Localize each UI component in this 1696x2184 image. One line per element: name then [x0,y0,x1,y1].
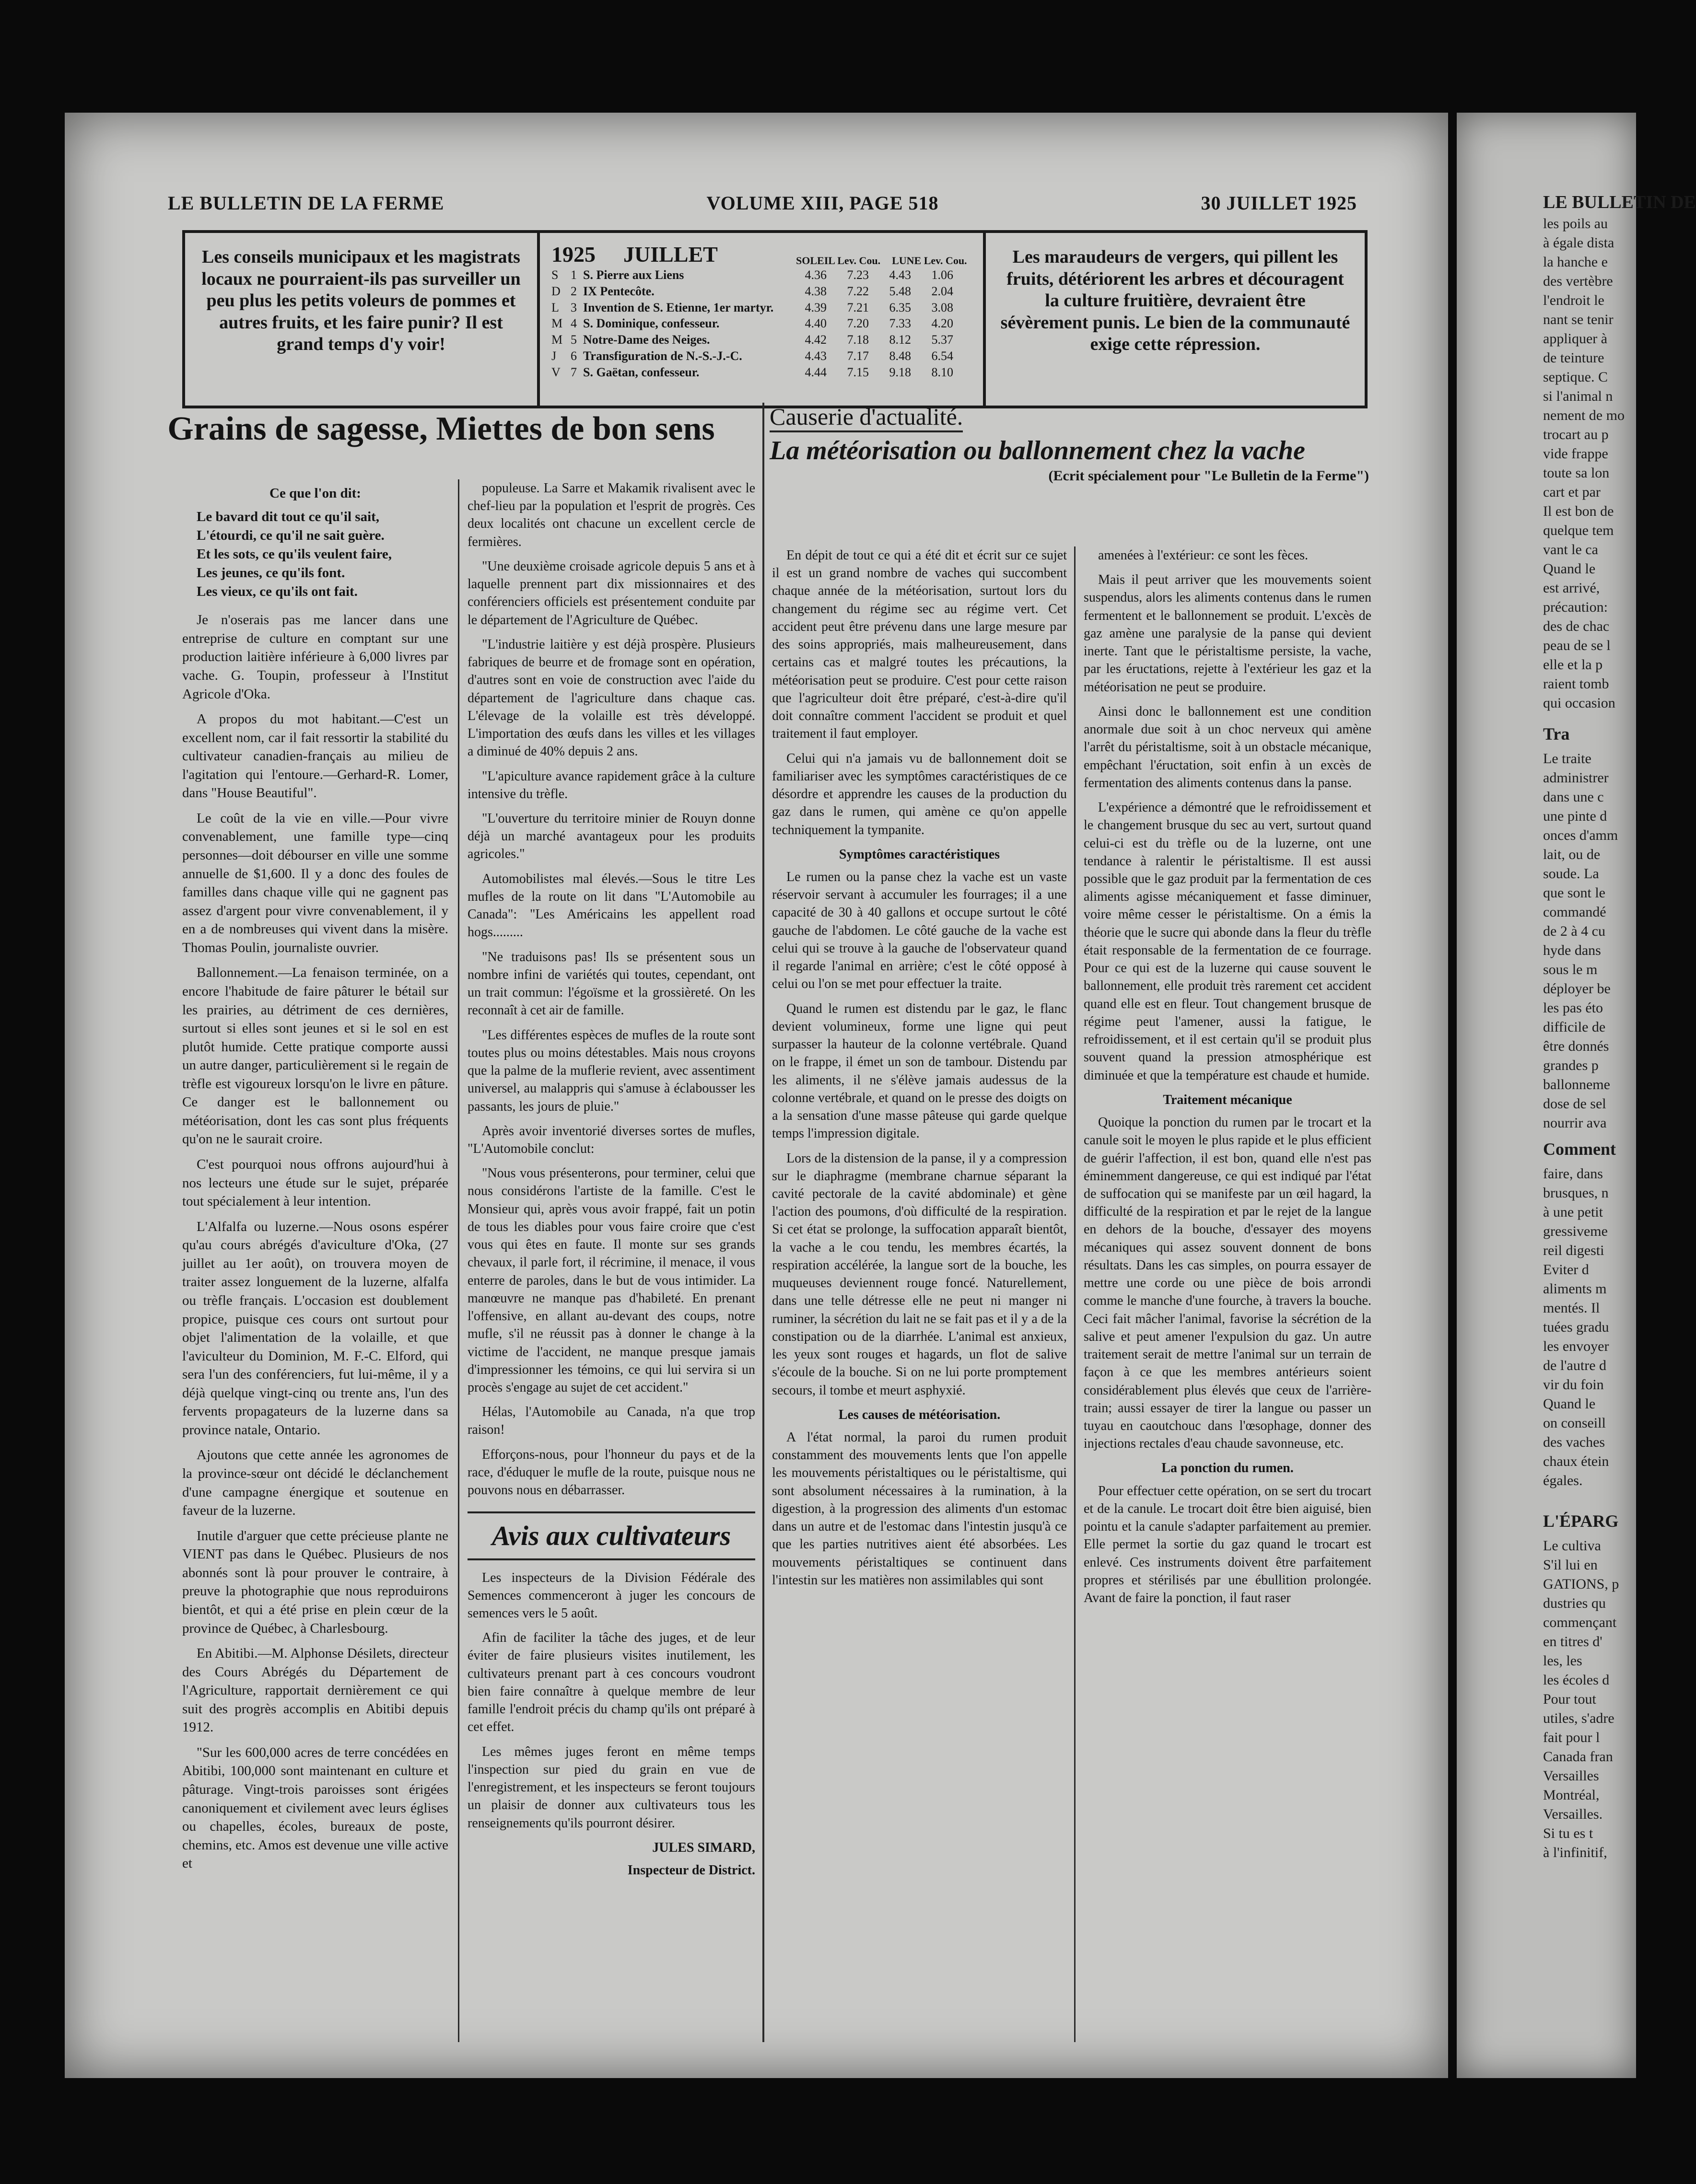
almanac-cell: 4.42 [805,333,827,347]
almanac-cell: 7.21 [847,300,869,314]
next-page-line: gressiveme [1543,1223,1608,1239]
almanac-col-soleil: SOLEIL Lev. Cou. [796,255,881,267]
almanac-cell: 4.43 [889,268,911,282]
almanac-cell: 6.35 [889,300,911,314]
next-page-line: mentés. Il [1543,1300,1600,1316]
paragraph: "L'ouverture du territoire minier de Rouyn donne déjà un marché avantageux pour les produits agricoles." [468,811,755,862]
almanac-cell: 7.23 [847,268,869,282]
almanac-cell: 5 [571,333,577,347]
paragraph: A l'état normal, la paroi du rumen produit constamment des mouvements lents que l'on appelle les mouvements péristaltiques ou le péristaltisme, qui sont absolument nécessaires à la rumination, à la digestion, à la progression des aliments d'un estomac dans un autre et de l'estomac dans l'intestin jusqu'à ce que les parties nutritives aient été absorbées. Les mouvements péristaltiques se continuent dans l'intestin sur les matières non assimilables qui sont [772,1430,1067,1588]
almanac-cell: 4.40 [805,316,827,331]
next-page-line: onces d'amm [1543,827,1618,843]
next-page-line: de l'autre d [1543,1358,1607,1373]
paragraph: C'est pourquoi nous offrons aujourd'hui à nos lecteurs une étude sur le sujet, préparée tout spécialement à leur intention. [182,1157,448,1209]
almanac-cell: S. Pierre aux Liens [583,268,684,282]
paragraph: Ajoutons que cette année les agronomes de la province-sœur ont décidé le déclanchement d'une campagne énergique et soutenue en faveur de la luzerne. [182,1447,448,1519]
almanac-cell: S. Dominique, confesseur. [583,316,720,331]
next-page-line: trocart au p [1543,427,1609,442]
next-page-line: Comment [1543,1139,1616,1159]
next-page-line: que sont le [1543,885,1605,901]
paragraph: L'Alfalfa ou luzerne.—Nous osons espérer qu'au cours abrégés d'aviculture d'Oka, (27 juillet au 1er août), on trouvera moyen de traiter assez longuement de la luzerne, alfalfa ou trèfle français. L'occasion est doublement propice, puisque ces cours ont surtout pour objet l'alimentation de la volaille, et que l'aviculteur du Dominion, M. F.-C. Elford, qui sera l'un des conférenciers, fut lui-même, il y a déjà quelque vingt-cinq ou trente ans, l'un des fervents propagateurs de la luzerne dans sa province natale, Ontario. [182,1219,448,1438]
paragraph: Quand le rumen est distendu par le gaz, le flanc devient volumineux, forme une ligne qui peut surpasser la hauteur de la colonne vertébrale. Quand on le frappe, il émet un son de tambour. Distendu par les aliments, il ne s'élève jamais audessus de la colonne vertébrale, et quand on le presse des doigts on a la sensation d'une masse pâteuse qui garde quelque temps l'impression digitale. [772,1001,1067,1141]
next-page-line: grandes p [1543,1057,1599,1073]
next-page-line: nant se tenir [1543,312,1614,327]
paragraph: "Sur les 600,000 acres de terre concédées en Abitibi, 100,000 sont maintenant en culture et pâturage. Vingt-trois paroisses sont érigées canoniquement et civilement avec leurs églises ou chapelles, écoles, bureaux de poste, chemins, etc. Amos est devenue une ville active et [182,1744,448,1871]
next-page-line: dans une c [1543,789,1604,805]
paragraph: Ainsi donc le ballonnement est une condition anormale due soit à un choc nerveux qui amène l'arrêt du péristaltisme, soit à un obstacle mécanique, empêchant l'éructation, soit enfin à un excès de fermentation des aliments contenus dans la panse. [1084,704,1371,790]
almanac-row [551,364,971,381]
paragraph: Le rumen ou la panse chez la vache est un vaste réservoir servant à accumuler les fourrages; il a une capacité de 30 à 40 gallons et occupe surtout le côté gauche de l'abdomen. Le côté gauche de la vache est celui qui se trouve à la gauche de l'observateur quand il regarde l'animal en arrière; c'est le côté opposé à celui ou l'on se met pour effectuer la traite. [772,869,1067,992]
next-page-line: la hanche e [1543,254,1608,270]
almanac-year: 1925 [551,242,596,267]
almanac-row [551,267,971,283]
next-page-line: S'il lui en [1543,1557,1598,1573]
almanac-cell: 7.17 [847,349,869,363]
paragraph: "L'apiculture avance rapidement grâce à la culture intensive du trèfle. [468,768,755,802]
paragraph: "Les différentes espèces de mufles de la route sont toutes plus ou moins détestables. Mais nous croyons que la palme de la muflerie revient, avec assentiment universel, au malappris qui s'amuse à éclabousser les passants, les jours de pluie." [468,1027,755,1114]
next-page-line: précaution: [1543,599,1608,615]
almanac-cell: 9.18 [889,365,911,379]
column-1 [182,479,448,1880]
next-page-line: lait, ou de [1543,847,1601,862]
almanac-cell: 3 [571,300,577,314]
paragraph: "Nous vous présenterons, pour terminer, celui que nous considérons l'artiste de la famille. C'est le Monsieur qui, après vous avoir frappé, fait un potin de tous les diables pour vous faire croire que c'est vous qui êtes en faute. Il monte sur ses grands chevaux, il parle fort, il récrimine, il menace, il vous enterre de paroles, dans le but de vous intimider. La manœuvre ne manque pas d'habileté. En prenant l'offensive, en allant au-devant des coups, notre mufle, s'il ne réussit pas à donner le change à la victime de l'accident, ne manque presque jamais d'impressionner les témoins, ce qui lui servira si un procès s'engage au sujet de cet accident." [468,1166,755,1395]
next-page-line: ballonneme [1543,1077,1610,1092]
next-page-line: des vertèbre [1543,273,1613,289]
next-page-line: L'ÉPARG [1543,1511,1619,1531]
subheading: La ponction du rumen. [1161,1461,1294,1476]
next-page-line: à l'infinitif, [1543,1845,1607,1860]
almanac-cell: 4.43 [805,349,827,363]
column-rule [458,479,459,2042]
paragraph: "Ne traduisons pas! Ils se présentent sous un nombre infini de variétés qui toutes, cependant, ont un trait commun: l'égoïsme et la grossièreté. On les reconnaît à cet air de famille. [468,949,755,1018]
signature-title: Inspecteur de District. [627,1863,755,1878]
next-page-line: des de chac [1543,618,1610,634]
top-right-note: Les maraudeurs de vergers, qui pillent les fruits, détériorent les arbres et découragent la culture fruitière, devraient être sévèrement punis. Le bien de la communauté exige cette répression. [1000,247,1350,355]
almanac-cell: S [551,268,559,282]
paragraph: "L'industrie laitière y est déjà prospère. Plusieurs fabriques de beurre et de fromage sont en opération, d'autres sont en voie de construction avec l'aide du département de l'agriculture dans chaque cas. L'élevage de la volaille est très développé. L'importation des œufs dans les villes et les villages a diminué de 40% depuis 2 ans. [468,637,755,759]
next-page-line: nourrir ava [1543,1115,1607,1131]
header-right: 30 JUILLET 1925 [1201,192,1357,214]
avis-title: Avis aux cultivateurs [468,1511,755,1560]
signature-name: JULES SIMARD, [652,1840,755,1855]
almanac-row [551,332,971,348]
paragraph: Les mêmes juges feront en même temps l'inspection sur pied du grain en vue de l'enregistrement, et les inspecteurs se feront toujours un plaisir de donner aux cultivateurs tous les renseignements qu'ils pourront désirer. [468,1744,755,1831]
almanac-cell: Notre-Dame des Neiges. [583,333,710,347]
paragraph: Celui qui n'a jamais vu de ballonnement doit se familiariser avec les symptômes caractéristiques de ce désordre et apprendre les causes de la production du gaz dans le rumen, qui amène ce qu'on appelle techniquement la tympanite. [772,751,1067,837]
paragraph: Lors de la distension de la panse, il y a compression sur le diaphragme (membrane charnue séparant la cavité pectorale de la cavité abdominale) et gène l'action des poumons, d'où difficulté de la respiration. Si cet état se prolonge, la suffocation apparaît bientôt, la vache a le cou tendu, les membres écartés, la respiration accélérée, la langue sort de la bouche, les muqueuses deviennent rouge foncé. Naturellement, dans une telle détresse elle ne peut ni manger ni ruminer, la sécrétion du lait ne se fait pas et il y a de la constipation ou de la diarrhée. L'animal est anxieux, les yeux sont rouges et hagards, un flot de salive s'écoule de la bouche. Si on ne lui porte promptement secours, il tombe et meurt asphyxié. [772,1150,1067,1398]
next-page-line: Eviter d [1543,1262,1589,1278]
almanac-cell: Invention de S. Etienne, 1er martyr. [583,300,774,314]
paragraph: En dépit de tout ce qui a été dit et écrit sur ce sujet il est un grand nombre de vaches qui succombent chaque année de la météorisation, surtout lors du changement du régime sec au régime vert. Cet accident peut être prévenu dans une large mesure par des soins appropriés, mais malheureusement, dans certains cas et malgré toutes les précautions, la météorisation peut se produire. C'est pour cette raison que l'agriculteur doit être préparé, c'est-à-dire qu'il doit connaître comment l'accident se produit et quel traitement il faut employer. [772,548,1067,742]
next-page-line: administrer [1543,770,1609,786]
almanac-month: JUILLET [623,242,718,267]
next-page-line: les envoyer [1543,1338,1609,1354]
next-page-line: une pinte d [1543,808,1607,824]
next-page-line: l'endroit le [1543,292,1604,308]
next-page-line: vant le ca [1543,542,1598,558]
paragraph: Pour effectuer cette opération, on se sert du trocart et de la canule. Le trocart doit être bien aiguisé, bien pointu et la canule s'adapter parfaitement au premier. Elle permet la sortie du gaz quand le trocart est enlevé. Ces instruments doivent être parfaitement propres et stérilisés par une ébullition prolongée. Avant de faire la ponction, il faut raser [1084,1483,1371,1606]
almanac-rows [551,267,971,381]
almanac-row [551,315,971,332]
almanac-cell: 2.04 [931,284,953,298]
header-left: LE BULLETIN DE LA FERME [168,192,444,214]
next-page-line: appliquer à [1543,331,1608,347]
paragraph: Afin de faciliter la tâche des juges, et de leur éviter de faire plusieurs visites inutilement, les cultivateurs prenant part à ces concours voudront bien faire connaître à quelque membre de leur famille l'endroit précis du champ qu'ils ont préparé à cet effet. [468,1630,755,1735]
almanac-cell: D [551,284,561,298]
paragraph: Inutile d'arguer que cette précieuse plante ne VIENT pas dans le Québec. Plusieurs de nos abonnés sont là pour prouver le contraire, à preuve la photographie que nous reproduirons bientôt, et qui a été prise en plein cœur de la province de Québec, à Charlesbourg. [182,1528,448,1636]
poem-heading: Ce que l'on dit: [269,486,361,501]
almanac-cell: 3.08 [931,300,953,314]
top-info-box [182,230,1368,408]
next-page-line: reil digesti [1543,1243,1604,1258]
next-page-line: est arrivé, [1543,580,1600,596]
next-page-line: Quand le [1543,561,1596,577]
next-page-line: raient tomb [1543,676,1609,692]
next-page-line: GATIONS, p [1543,1576,1619,1592]
next-page-line: Versailles [1543,1768,1599,1784]
almanac-cell: Transfiguration de N.-S.-J.-C. [583,349,742,363]
paragraph: Automobilistes mal élevés.—Sous le titre Les mufles de la route on lit dans "L'Automobile au Canada": "Les Américains les appellent road hogs......... [468,871,755,940]
paragraph: "Une deuxième croisade agricole depuis 5 ans et à laquelle prennent part dix missionnaires et des conférenciers officiels est présentement conduite par le département de l'Agriculture de Québec. [468,558,755,627]
next-page-line: Si tu es t [1543,1825,1593,1841]
article-byline: (Ecrit spécialement pour "Le Bulletin de la Ferme") [1048,468,1369,484]
paragraph: L'expérience a démontré que le refroidissement et le changement brusque du sec au vert, surtout quand celui-ci est du trèfle ou de la luzerne, ont une tendance à ralentir le péristaltisme. Il est aussi possible que le gaz produit par la fermentation de ces aliments agisse mécaniquement et fasse diminuer, voire même cesser le péristaltisme. On a émis la théorie que le sucre qui abonde dans la fleur du trèfle était responsable de la fermentation de ce fourrage. Pour ce qui est de la luzerne qui cause souvent le ballonnement, elle produit très rarement cet accident quand elle est en fleur. Tout changement brusque de régime peut l'amener, aussi la fatigue, le refroidissement, et il est certain qu'il se produit plus souvent quand la pression atmosphérique est diminuée et que la température est chaude et humide. [1084,800,1371,1083]
next-page-line: de teinture [1543,350,1604,366]
next-page-line: peau de se l [1543,638,1611,653]
next-page-header: LE BULLETIN DE [1543,192,1696,212]
next-page-line: déployer be [1543,981,1611,997]
almanac-cell: 6.54 [931,349,953,363]
almanac-cell: 8.48 [889,349,911,363]
next-page-line: Le cultiva [1543,1538,1601,1554]
almanac-cell: 4.20 [931,316,953,331]
next-page-line: hyde dans [1543,942,1601,958]
article-kicker: Causerie d'actualité. [770,403,963,432]
almanac-cell: 7.22 [847,284,869,298]
almanac-cell: IX Pentecôte. [583,284,655,298]
almanac-cell: 4.38 [805,284,827,298]
almanac-cell: 7 [571,365,577,379]
next-page-line: on conseill [1543,1415,1606,1431]
next-page-line: être donnés [1543,1038,1609,1054]
subheading: Symptômes caractéristiques [839,847,1000,862]
article-heading [770,403,1369,484]
next-page-line: les pas éto [1543,1000,1603,1016]
column-3 [772,546,1067,1596]
next-page-line: à une petit [1543,1204,1603,1220]
top-left-note: Les conseils municipaux et les magistrats locaux ne pourraient-ils pas surveiller un peu plus les petits voleurs de pommes et autres fruits, et les faire punir? Il est grand temps d'y voir! [185,233,540,406]
almanac-cell: 1.06 [931,268,953,282]
almanac-col-lune: LUNE Lev. Cou. [892,255,967,267]
almanac-cell: S. Gaëtan, confesseur. [583,365,700,379]
paragraph: Efforçons-nous, pour l'honneur du pays et de la race, d'éduquer le mufle de la route, puisque nous ne pouvons nous en débarrasser. [468,1447,755,1498]
paragraph: A propos du mot habitant.—C'est un excellent nom, car il fait ressortir la stabilité du cultivateur canadien-français au milieu de l'agitation qui l'entoure.—Gerhard-R. Lomer, dans "House Beautiful". [182,711,448,801]
almanac-cell: L [551,300,559,314]
almanac-cell: 8.10 [931,365,953,379]
next-page-line: brusques, n [1543,1185,1609,1201]
almanac-cell: 4.36 [805,268,827,282]
next-page-line: elle et la p [1543,657,1603,673]
grains-title: Grains de sagesse, Miettes de bon sens [167,410,715,447]
column-rule [762,403,764,2042]
header-center: VOLUME XIII, PAGE 518 [706,192,939,214]
next-page-line: Pour tout [1543,1691,1596,1707]
article-title: La météorisation ou ballonnement chez la vache [770,436,1305,465]
almanac [540,233,986,406]
paragraph: Je n'oserais pas me lancer dans une entreprise de culture en comptant sur une production laitière inférieure à 6,000 livres par vache. G. Toupin, professeur à l'Institut Agricole d'Oka. [182,612,448,702]
next-page-line: vir du foin [1543,1377,1604,1393]
column-rule [1074,546,1076,2042]
almanac-cell: 7.18 [847,333,869,347]
next-page-line: dose de sel [1543,1096,1606,1112]
almanac-cell: V [551,365,561,379]
next-page-line: Il est bon de [1543,503,1614,519]
next-page-line: nement de mo [1543,407,1625,423]
paragraph: Hélas, l'Automobile au Canada, n'a que trop raison! [468,1405,755,1438]
almanac-cell: 4.44 [805,365,827,379]
almanac-cell: J [551,349,557,363]
next-page-line: faire, dans [1543,1166,1603,1182]
almanac-cell: 4 [571,316,577,331]
next-page-line: chaux étein [1543,1453,1609,1469]
next-page-line: égales. [1543,1473,1583,1488]
almanac-cell: 8.12 [889,333,911,347]
next-page-line: Versailles. [1543,1806,1603,1822]
next-page-line: des vaches [1543,1434,1605,1450]
next-page-line: vide frappe [1543,446,1608,462]
almanac-row [551,300,971,316]
almanac-row [551,283,971,300]
subheading: Traitement mécanique [1163,1092,1292,1107]
next-page-line: quelque tem [1543,523,1614,538]
paragraph: amenées à l'extérieur: ce sont les fèces. [1098,548,1309,563]
next-page-line: dustries qu [1543,1595,1606,1611]
almanac-cell: 5.48 [889,284,911,298]
running-header [168,192,1357,214]
next-page-line: cart et par [1543,484,1601,500]
paragraph: En Abitibi.—M. Alphonse Désilets, directeur des Cours Abrégés du Département de l'Agriculture, rapportait dernièrement ce qui suit des progrès accomplis en Abitibi depuis 1912. [182,1646,448,1735]
next-page-line: les écoles d [1543,1672,1610,1688]
almanac-cell: 6 [571,349,577,363]
next-page-line: à égale dista [1543,235,1614,251]
next-page-line: si l'animal n [1543,388,1613,404]
next-page-line: tuées gradu [1543,1319,1609,1335]
almanac-cell: 7.20 [847,316,869,331]
next-page-line: fait pour l [1543,1730,1600,1745]
almanac-cell: 4.39 [805,300,827,314]
next-page-strip [1457,113,1696,2078]
paragraph: Les inspecteurs de la Division Fédérale des Semences commenceront à juger les concours de semences vers le 5 août. [468,1570,755,1621]
next-page-line: de 2 à 4 cu [1543,923,1605,939]
paragraph: Le coût de la vie en ville.—Pour vivre convenablement, une famille type—cinq personnes—doit débourser en ville une somme annuelle de $1,600. Il y a donc des foules de familles dans chaque ville qui ne gagnent pas assez d'argent pour vivre convenablement, il y en a de nombreuses qui vivent dans la misère. Thomas Poulin, journaliste ouvrier. [182,810,448,955]
next-page-line: aliments m [1543,1281,1607,1297]
next-page-line: Montréal, [1543,1787,1600,1803]
almanac-cell: M [551,333,563,347]
next-page-line: difficile de [1543,1019,1606,1035]
next-page-line: Tra [1543,724,1570,743]
next-page-line: en titres d' [1543,1634,1602,1650]
next-page-line: Quand le [1543,1396,1596,1412]
next-page-line: utiles, s'adre [1543,1710,1614,1726]
paragraph: Après avoir inventorié diverses sortes de mufles, "L'Automobile conclut: [468,1123,755,1156]
next-page-line: les poils au [1543,216,1608,232]
paragraph: Ballonnement.—La fenaison terminée, on a encore l'habitude de faire pâturer le bétail sur les prairies, au détriment de ces dernières, surtout si elles sont jeunes et si le sol en est plutôt humide. Cette pratique comporte aussi un autre danger, particulièrement si le regain de trèfle est vigoureux lorsqu'on le livre en pâture. Ce danger est le ballonnement ou météorisation, dont les cas sont plus fréquents qu'on ne le saurait croire. [182,965,448,1147]
paragraph: Mais il peut arriver que les mouvements soient suspendus, alors les aliments contenus dans le rumen fermentent et le ballonnement se produit. L'excès de gaz amène une paralysie de la panse qui devient inerte. Tant que le péristaltisme persiste, la vache, par les éructations, rejette à l'extérieur les gaz et la météorisation ne peut se produire. [1084,572,1371,695]
almanac-cell: 7.15 [847,365,869,379]
next-page-line: les, les [1543,1653,1582,1669]
next-page-line: septique. C [1543,369,1608,385]
almanac-cell: 7.33 [889,316,911,331]
next-page-line: soude. La [1543,866,1599,882]
paragraph: populeuse. La Sarre et Makamik rivalisent avec le chef-lieu par la population et l'esprit de progrès. Ces deux localités ont chacune un excellent cercle de fermières. [468,481,755,549]
next-page-line: toute sa lon [1543,465,1610,481]
next-page-line: commandé [1543,904,1606,920]
column-2 [468,479,755,1879]
paragraph: Quoique la ponction du rumen par le trocart et la canule soit le moyen le plus rapide et le plus efficient de guérir l'affection, il est bon, quand elle n'est pas éminemment dangereuse, ce qui est indiqué par l'état de suffocation qui se manifeste par un œil hagard, la difficulté de la respiration et par le rejet de la langue en dehors de la bouche, d'essayer des moyens mécaniques qui assez souvent donnent de bons résultats. Dans les cas simples, on pourra essayer de mettre une corde ou une pièce de bois arrondi comme le manche d'une fourche, à travers la bouche. Ceci fait mâcher l'animal, favorise la sécrétion de la salive et peut amener l'expulsion du gaz. Un autre traitement serait de mettre l'animal sur un terrain de façon à ce que les membres antérieurs soient considérablement plus élevés que ceux de l'arrière-train; aussi essayer de tirer la langue ou passer un tuyau en caoutchouc dans l'œsophage, donner des injections rectales d'eau chaude savonneuse, etc. [1084,1115,1371,1452]
next-page-line: commençant [1543,1615,1617,1630]
subheading: Les causes de météorisation. [838,1407,1001,1422]
column-4 [1084,546,1371,1614]
next-page-line: qui occasion [1543,695,1615,711]
almanac-cell: 1 [571,268,577,282]
almanac-cell: 5.37 [931,333,953,347]
next-page-line: Canada fran [1543,1749,1613,1765]
almanac-cell: 2 [571,284,577,298]
almanac-row [551,348,971,364]
next-page-line: Le traite [1543,751,1591,767]
next-page-line: sous le m [1543,962,1598,977]
poem: Le bavard dit tout ce qu'il sait, L'étourdi, ce qu'il ne sait guère. Et les sots, ce qu'ils veulent faire, Les jeunes, ce qu'ils font. Les vieux, ce qu'ils ont fait. [197,509,392,600]
almanac-cell: M [551,316,563,331]
